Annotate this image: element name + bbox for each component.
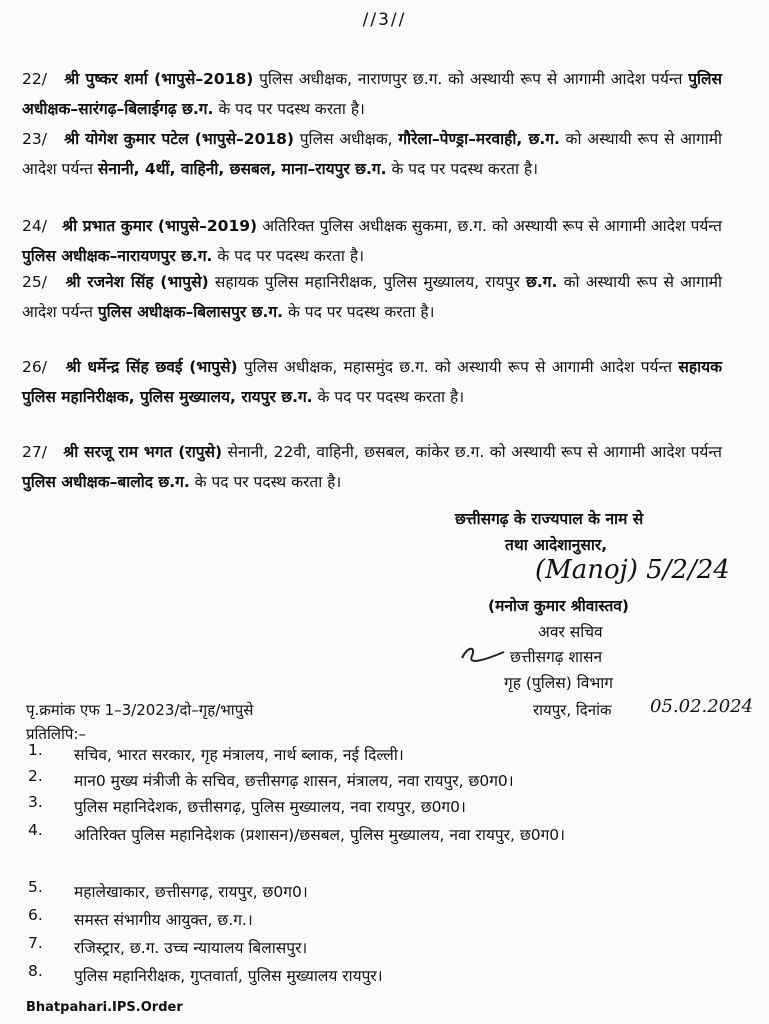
new-post: सेनानी, 4थीं, वाहिनी, छसबल, माना–रायपुर छ.ग. xyxy=(97,159,387,178)
order-entry-25 xyxy=(22,268,722,327)
copy-list xyxy=(28,741,748,991)
initials-mark xyxy=(458,640,508,668)
copy-heading: प्रतिलिपि:– xyxy=(26,725,86,743)
entry-text: पुलिस अधीक्षक, नाराणपुर छ.ग. को अस्थायी रूप से आगामी आदेश पर्यन्त xyxy=(253,70,689,88)
entry-text: के पद पर पदस्थ करता है। xyxy=(213,99,365,118)
list-number: 8. xyxy=(28,962,43,980)
new-post: पुलिस अधीक्षक–बालोद छ.ग. xyxy=(22,472,190,491)
entry-number: 24/ xyxy=(22,217,47,235)
entry-text: सहायक पुलिस महानिरीक्षक, पुलिस मुख्यालय, रायपुर xyxy=(208,273,527,291)
order-entry-22 xyxy=(22,65,722,124)
entry-number: 27/ xyxy=(22,443,47,461)
list-number: 6. xyxy=(28,906,43,924)
new-post: पुलिस अधीक्षक–बिलासपुर छ.ग. xyxy=(97,302,284,321)
officer-name: श्री प्रभात कुमार (भापुसे–2019) xyxy=(62,217,258,235)
signatory-name: (मनोज कुमार श्रीवास्तव) xyxy=(488,597,629,615)
entry-text: के पद पर पदस्थ करता है। xyxy=(386,159,539,178)
entry-text: पुलिस अधीक्षक, महासमुंद छ.ग. को अस्थायी रूप से आगामी आदेश पर्यन्त xyxy=(237,358,679,376)
order-entry-23 xyxy=(22,125,722,184)
handwritten-date: 05.02.2024 xyxy=(650,696,754,717)
signatory-designation: अवर सचिव xyxy=(538,623,603,641)
list-number: 5. xyxy=(28,878,43,896)
new-post: सहायक पुलिस महानिरीक्षक, पुलिस मुख्यालय, रायपुर छ.ग. xyxy=(22,358,723,406)
entry-number: 23/ xyxy=(22,130,47,148)
list-text: अतिरिक्त पुलिस महानिदेशक (प्रशासन)/छसबल, पुलिस मुख्यालय, नवा रायपुर, छ0ग0। xyxy=(74,826,566,844)
list-text: पुलिस महानिरीक्षक, गुप्तवार्ता, पुलिस मुख्यालय रायपुर। xyxy=(74,967,383,985)
list-text: समस्त संभागीय आयुक्त, छ.ग.। xyxy=(74,911,253,929)
current-post: गौरेला–पेण्ड्रा–मरवाही, छ.ग. xyxy=(398,130,560,148)
list-number: 2. xyxy=(28,767,43,785)
entry-text: सेनानी, 22वी, वाहिनी, छसबल, कांकेर छ.ग. को अस्थायी रूप से आगामी आदेश पर्यन्त xyxy=(222,443,723,461)
footer-label: Bhatpahari.IPS.Order xyxy=(26,1000,183,1015)
list-number: 7. xyxy=(28,934,43,952)
entry-text: अतिरिक्त पुलिस अधीक्षक सुकमा, छ.ग. को अस्थायी रूप से आगामी आदेश पर्यन्त xyxy=(257,217,722,235)
handwritten-signature: (Manoj) 5/2/24 xyxy=(535,555,730,585)
list-text: पुलिस महानिदेशक, छत्तीसगढ़, पुलिस मुख्यालय, नवा रायपुर, छ0ग0। xyxy=(74,798,466,816)
list-text: सचिव, भारत सरकार, गृह मंत्रालय, नार्थ ब्लाक, नई दिल्ली। xyxy=(74,746,404,764)
place-date-label: रायपुर, दिनांक xyxy=(533,701,612,719)
order-entry-27 xyxy=(22,438,722,497)
order-entry-26 xyxy=(22,353,722,412)
list-text: महालेखाकार, छत्तीसगढ़, रायपुर, छ0ग0। xyxy=(74,883,308,901)
officer-name: श्री रजनेश सिंह (भापुसे) xyxy=(65,273,209,291)
list-text: रजिस्ट्रार, छ.ग. उच्च न्यायालय बिलासपुर। xyxy=(74,939,308,957)
government-name: छत्तीसगढ़ शासन xyxy=(510,648,603,666)
entry-number: 25/ xyxy=(22,273,47,291)
officer-name: श्री योगेश कुमार पटेल (भापुसे–2018) xyxy=(64,130,295,148)
entry-text: को अस्थायी रूप से आगामी आदेश पर्यन्त xyxy=(22,273,723,321)
governor-order-line: छत्तीसगढ़ के राज्यपाल के नाम से xyxy=(455,510,644,528)
entry-text: पुलिस अधीक्षक, xyxy=(294,130,399,148)
department-name: गृह (पुलिस) विभाग xyxy=(504,674,613,692)
list-text: मान0 मुख्य मंत्रीजी के सचिव, छत्तीसगढ़ शासन, मंत्रालय, नवा रायपुर, छ0ग0। xyxy=(74,772,514,790)
officer-name: श्री सरजू राम भगत (रापुसे) xyxy=(63,443,223,461)
officer-name: श्री धर्मेन्द्र सिंह छवई (भापुसे) xyxy=(65,358,238,376)
order-entry-24 xyxy=(22,212,722,271)
reference-number: पृ.क्रमांक एफ 1–3/2023/दो–गृह/भापुसे xyxy=(26,701,254,719)
page-number: //3// xyxy=(362,10,407,30)
order-line: तथा आदेशानुसार, xyxy=(505,536,608,554)
entry-text: के पद पर पदस्थ करता है। xyxy=(283,302,435,321)
current-post: छ.ग. xyxy=(526,273,558,291)
entry-text: के पद पर पदस्थ करता है। xyxy=(212,246,364,265)
new-post: पुलिस अधीक्षक–सारंगढ़–बिलाईगढ़ छ.ग. xyxy=(22,70,723,118)
entry-text: के पद पर पदस्थ करता है। xyxy=(312,387,465,406)
list-number: 3. xyxy=(28,793,43,811)
entry-number: 26/ xyxy=(22,358,47,376)
list-number: 4. xyxy=(28,821,43,839)
entry-number: 22/ xyxy=(22,70,47,88)
officer-name: श्री पुष्कर शर्मा (भापुसे–2018) xyxy=(64,70,254,88)
list-number: 1. xyxy=(28,741,43,759)
new-post: पुलिस अधीक्षक–नारायणपुर छ.ग. xyxy=(22,246,213,265)
entry-text: के पद पर पदस्थ करता है। xyxy=(189,472,342,491)
entry-text: को अस्थायी रूप से आगामी आदेश पर्यन्त xyxy=(22,130,723,178)
